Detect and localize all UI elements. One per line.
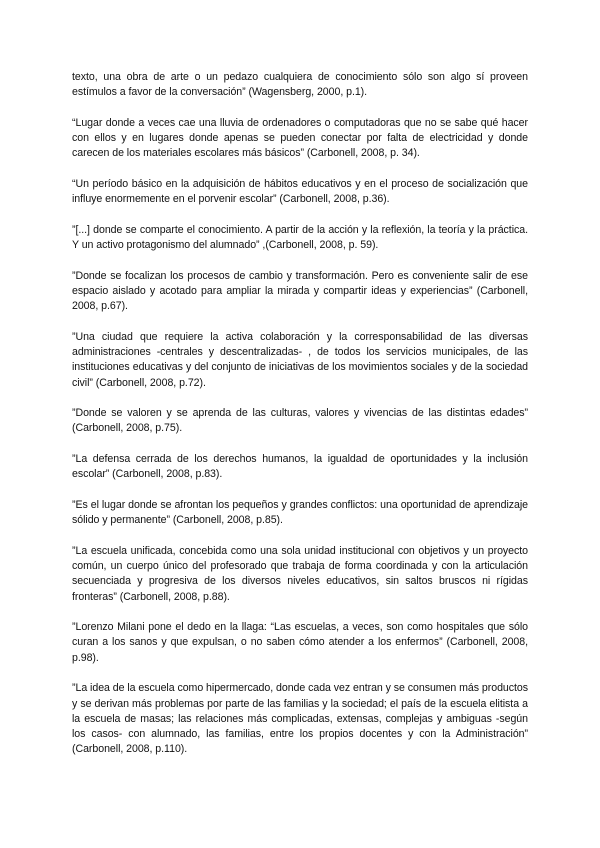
paragraph-quote: ”La idea de la escuela como hipermercado, donde cada vez entran y se consumen más productos y se derivan más problemas por parte de las familias y la sociedad; el país de la escuela elitista a la escuela de masas; las relaciones más complicadas, extensas, complejas y ambiguas -según los casos- con alumnado, las familias, entre los propios docentes y con la Administración” (Carbonell, 2008, p.110). — [72, 682, 528, 756]
paragraph-quote: ”Lorenzo Milani pone el dedo en la llaga: “Las escuelas, a veces, son como hospitales que sólo curan a los sanos y que expulsan, o no saben cómo atender a los enfermos” (Carbonell, 2008, p.98). — [72, 621, 528, 664]
paragraph-quote: ”[...] donde se comparte el conocimiento. A partir de la acción y la reflexión, la teoría y la práctica. Y un activo protagonismo del alumnado” ,(Carbonell, 2008, p. 59). — [72, 223, 528, 252]
paragraph-continuation: texto, una obra de arte o un pedazo cualquiera de conocimiento sólo son algo sí proveen estímulos a favor de la conversación” (Wagensberg, 2000, p.1). — [72, 71, 528, 99]
paragraph-quote: “Lugar donde a veces cae una lluvia de ordenadores o computadoras que no se sabe qué hacer con ellos y en lugares donde apenas se pueden conectar por falta de electricidad y donde carecen de los materiales escolares más básicos” (Carbonell, 2008, p. 34). — [72, 116, 528, 160]
paragraph-quote: ”Es el lugar donde se afrontan los pequeños y grandes conflictos: una oportunidad de aprendizaje sólido y permanente” (Carbonell, 2008, p.85). — [72, 499, 528, 527]
paragraph-quote: ”Donde se focalizan los procesos de cambio y transformación. Pero es conveniente salir de ese espacio aislado y acotado para ampliar la mirada y compartir ideas y experiencias” (Carbonell, 2008, p.67). — [72, 269, 528, 313]
paragraph-quote: ”Una ciudad que requiere la activa colaboración y la corresponsabilidad de las diversas administraciones -centrales y descentralizadas- , de todos los servicios municipales, de las instituciones educativas y del conjunto de iniciativas de los movimientos sociales y de la sociedad civil” (Carbonell, 2008, p.72). — [72, 330, 528, 389]
paragraph-quote: ”La escuela unificada, concebida como una sola unidad institucional con objetivos y un proyecto común, un cuerpo único del profesorado que trabaja de forma coordinada y con la articulación secuenciada y progresiva de los diversos niveles educativos, sin saltos bruscos ni rígidas fronteras” (Carbonell, 2008, p.88). — [72, 544, 528, 603]
paragraph-quote: ”La defensa cerrada de los derechos humanos, la igualdad de oportunidades y la inclusión escolar” (Carbonell, 2008, p.83). — [72, 453, 528, 481]
paragraph-quote: ”Donde se valoren y se aprenda de las culturas, valores y vivencias de las distintas edades” (Carbonell, 2008, p.75). — [72, 407, 528, 435]
paragraph-quote: “Un período básico en la adquisición de hábitos educativos y en el proceso de socialización que influye enormemente en el porvenir escolar” (Carbonell, 2008, p.36). — [72, 178, 528, 206]
document-page — [72, 70, 528, 773]
